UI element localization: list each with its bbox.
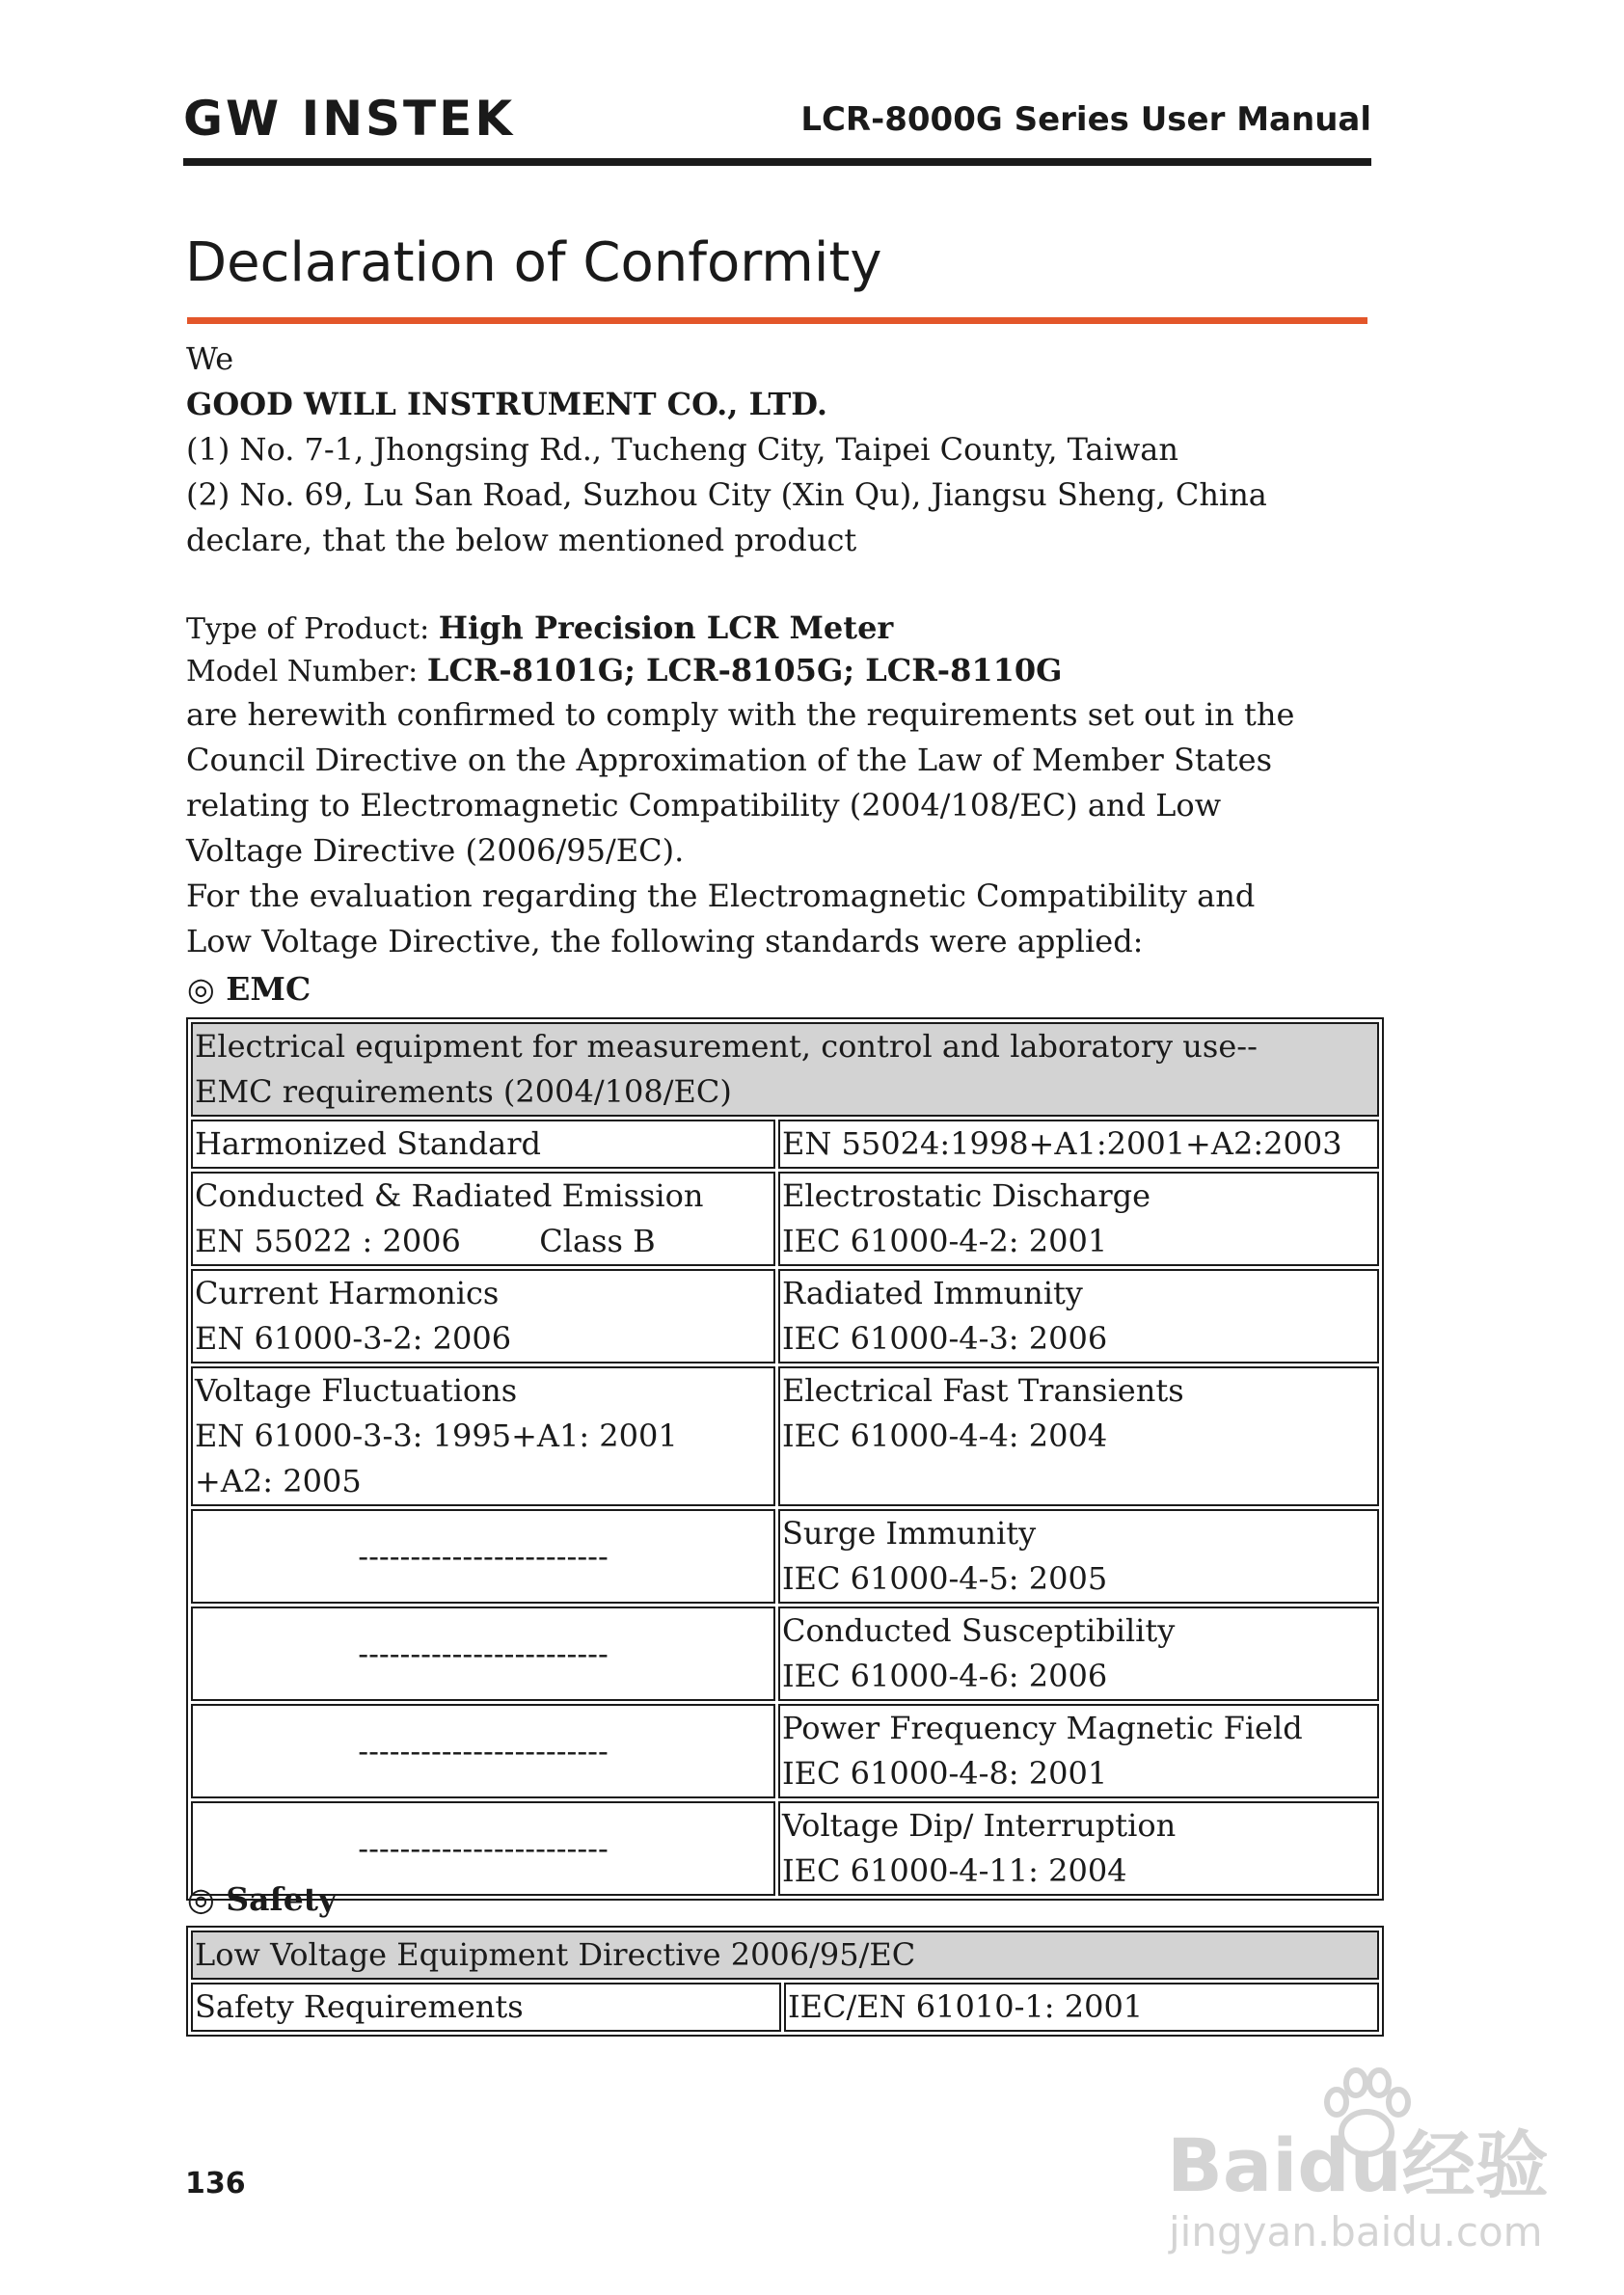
safety-heading: ◎ Safety bbox=[187, 1880, 338, 1918]
page-title: Declaration of Conformity bbox=[185, 231, 882, 294]
magnetic-field-cell: Power Frequency Magnetic Field IEC 61000-4-8: 2001 bbox=[778, 1704, 1379, 1798]
intro-block bbox=[186, 337, 1267, 563]
company-name: GOOD WILL INSTRUMENT CO., LTD. bbox=[186, 386, 828, 422]
table-row bbox=[191, 1606, 1379, 1701]
table-row bbox=[191, 1509, 1379, 1604]
compliance-line: are herewith confirmed to comply with the requirements set out in the bbox=[186, 696, 1295, 733]
fast-transients-cell: Electrical Fast Transients IEC 61000-4-4: 2004 bbox=[778, 1366, 1379, 1506]
emission-cell: Conducted & Radiated Emission EN 55022 : 2006 Class B bbox=[191, 1172, 775, 1266]
model-number-label: Model Number: bbox=[186, 655, 427, 688]
product-type bbox=[186, 608, 1062, 650]
voltage-fluctuations-cell: Voltage Fluctuations EN 61000-3-3: 1995+A1: 2001 +A2: 2005 bbox=[191, 1366, 775, 1506]
table-row bbox=[191, 1172, 1379, 1266]
voltage-dip-cell: Voltage Dip/ Interruption IEC 61000-4-11: 2004 bbox=[778, 1801, 1379, 1896]
declare-line: declare, that the below mentioned product bbox=[186, 522, 857, 558]
address-2: (2) No. 69, Lu San Road, Suzhou City (Xin Qu), Jiangsu Sheng, China bbox=[186, 476, 1267, 513]
empty-cell: ------------------------ bbox=[191, 1606, 775, 1701]
product-block bbox=[186, 608, 1062, 692]
table-row bbox=[191, 1801, 1379, 1896]
harmonics-cell: Current Harmonics EN 61000-3-2: 2006 bbox=[191, 1269, 775, 1364]
manual-title: LCR-8000G Series User Manual bbox=[800, 100, 1371, 139]
empty-cell: ------------------------ bbox=[191, 1704, 775, 1798]
watermark-brand: Baidu经验 bbox=[1167, 2122, 1549, 2208]
surge-cell: Surge Immunity IEC 61000-4-5: 2005 bbox=[778, 1509, 1379, 1604]
brand-logo: GW INSTEK bbox=[183, 91, 516, 147]
empty-cell: ------------------------ bbox=[191, 1801, 775, 1896]
safety-table-header: Low Voltage Equipment Directive 2006/95/EC bbox=[191, 1930, 1379, 1980]
watermark-url: jingyan.baidu.com bbox=[1169, 2208, 1543, 2255]
esd-cell: Electrostatic Discharge IEC 61000-4-2: 2001 bbox=[778, 1172, 1379, 1266]
conducted-susceptibility-cell: Conducted Susceptibility IEC 61000-4-6: 2006 bbox=[778, 1606, 1379, 1701]
emc-heading: ◎ EMC bbox=[187, 970, 311, 1008]
emc-table-header: Electrical equipment for measurement, control and laboratory use-- EMC requirements (2004/108/EC) bbox=[191, 1022, 1379, 1117]
compliance-line: Council Directive on the Approximation of the Law of Member States bbox=[186, 742, 1273, 778]
compliance-line: For the evaluation regarding the Electromagnetic Compatibility and bbox=[186, 878, 1256, 914]
product-type-value: High Precision LCR Meter bbox=[438, 609, 894, 646]
compliance-line: relating to Electromagnetic Compatibility (2004/108/EC) and Low bbox=[186, 787, 1222, 824]
compliance-line: Voltage Directive (2006/95/EC). bbox=[186, 832, 685, 869]
empty-cell: ------------------------ bbox=[191, 1509, 775, 1604]
safety-table bbox=[186, 1926, 1384, 2037]
harmonized-label: Harmonized Standard bbox=[191, 1120, 775, 1169]
table-row bbox=[191, 1704, 1379, 1798]
address-1: (1) No. 7-1, Jhongsing Rd., Tucheng City, Taipei County, Taiwan bbox=[186, 431, 1178, 468]
compliance-line: Low Voltage Directive, the following standards were applied: bbox=[186, 923, 1144, 959]
emc-table bbox=[186, 1017, 1384, 1901]
header-rule bbox=[183, 158, 1371, 166]
model-number-value: LCR-8101G; LCR-8105G; LCR-8110G bbox=[426, 652, 1063, 688]
radiated-immunity-cell: Radiated Immunity IEC 61000-4-3: 2006 bbox=[778, 1269, 1379, 1364]
safety-req-value: IEC/EN 61010-1: 2001 bbox=[784, 1983, 1379, 2032]
page-number: 136 bbox=[185, 2167, 246, 2200]
product-type-label: Type of Product: bbox=[186, 612, 439, 646]
compliance-block bbox=[186, 692, 1294, 964]
title-rule bbox=[187, 317, 1367, 324]
harmonized-value: EN 55024:1998+A1:2001+A2:2003 bbox=[778, 1120, 1379, 1169]
safety-req-label: Safety Requirements bbox=[191, 1983, 781, 2032]
model-number bbox=[186, 650, 1062, 692]
intro-we: We bbox=[186, 340, 234, 377]
table-row bbox=[191, 1269, 1379, 1364]
table-row bbox=[191, 1366, 1379, 1506]
